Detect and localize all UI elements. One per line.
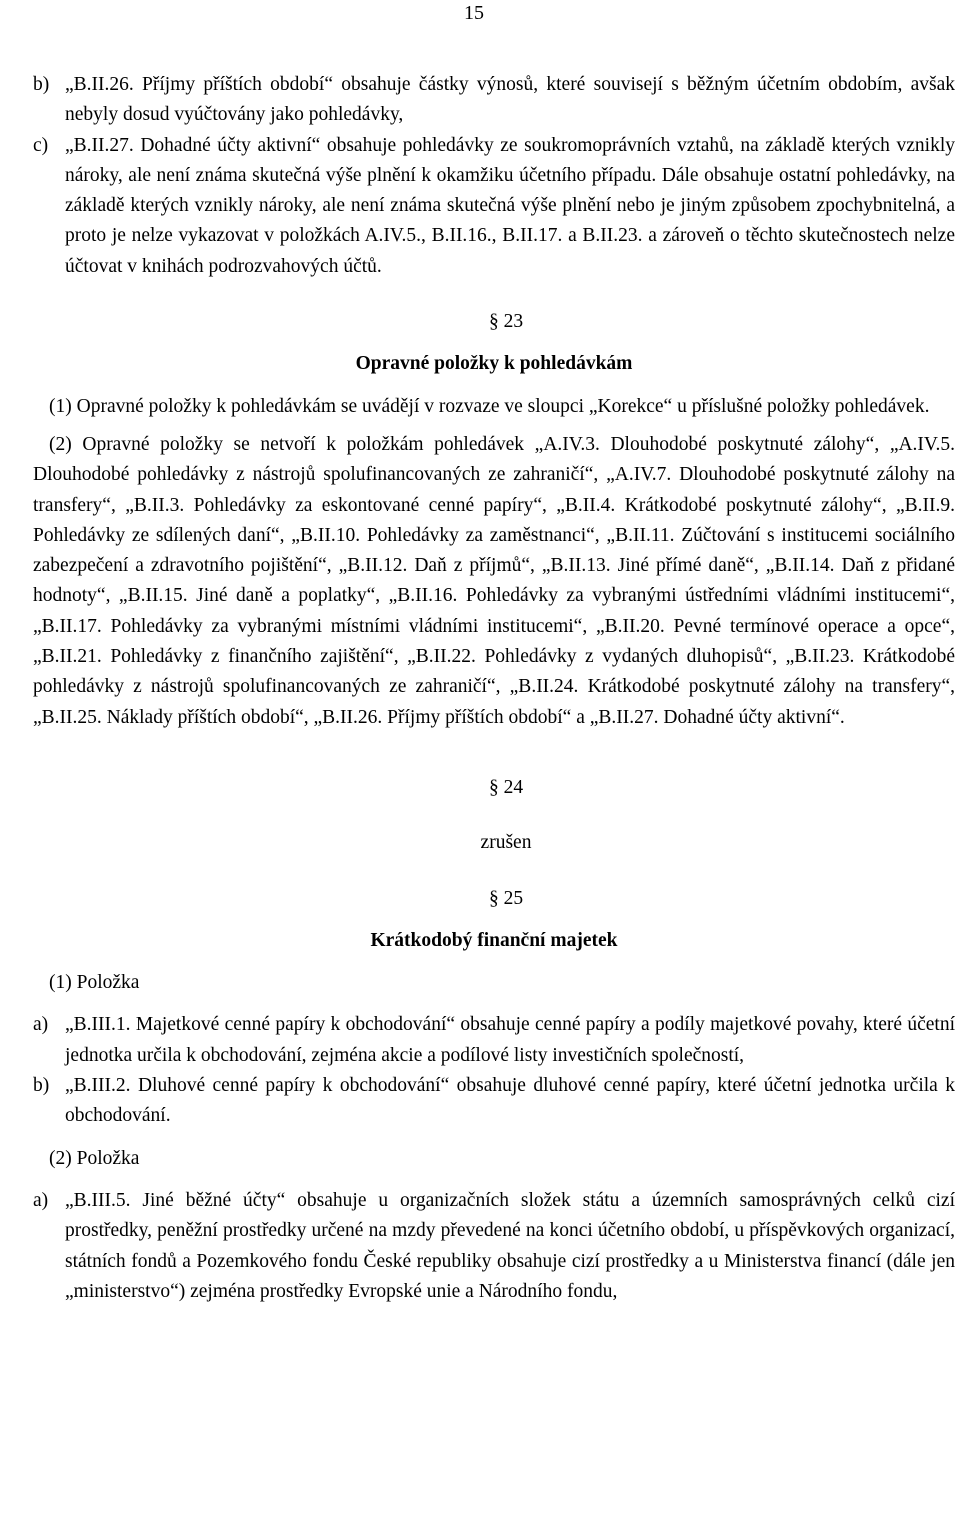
list-text: „B.II.26. Příjmy příštích období“ obsahuje částky výnosů, které souvisejí s běžným účetním obdobím, avšak nebyly dosud vyúčtovány jako pohledávky, [65,74,955,126]
sub-heading: (1) Položka [49,972,140,994]
list-text: „B.III.5. Jiné běžné účty“ obsahuje u organizačních složek státu a územních samosprávných celků cizí prostředky, peněžní prostředky určené na mzdy převedené na konci účetního období, u příspěvkových organizací, státních fondů a Pozemkového fondu České republiky obsahuje cizí prostředky a u Ministerstva financí (dále jen „ministerstvo“) zejména prostředky Evropské unie a Národního fondu, [65,1189,955,1302]
list-text: „B.III.2. Dluhové cenné papíry k obchodování“ obsahuje dluhové cenné papíry, které účetní jednotka určila k obchodování. [65,1075,955,1127]
list-item [33,70,955,131]
section-24-text: zrušen [480,832,532,854]
page-number: 15 [464,2,484,24]
paragraph: (2) Opravné položky se netvoří k položkám pohledávek „A.IV.3. Dlouhodobé poskytnuté zálohy“, „A.IV.5. Dlouhodobé pohledávky z nástrojů spolufinancovaných ze zahraničí“, „A.IV.7. Dlouhodobé poskytnuté zálohy na transfery“, „B.II.3. Pohledávky za eskontované cenné papíry“, „B.II.4. Krátkodobé poskytnuté zálohy“, „B.II.9. Pohledávky ze sdílených daní“, „B.II.10. Pohledávky za zaměstnanci“, „B.II.11. Zúčtování s institucemi sociálního zabezpečení a zdravotního pojištění“, „B.II.12. Daň z příjmů“, „B.II.13. Jiné přímé daně“, „B.II.14. Daň z přidané hodnoty“, „B.II.15. Jiné daně a poplatky“, „B.II.16. Pohledávky za vybranými ústředními vládními institucemi“, „B.II.17. Pohledávky za vybranými místními vládními institucemi“, „B.II.20. Pevné termínové operace a opce“, „B.II.21. Pohledávky z finančního zajištění“, „B.II.22. Pohledávky z vydaných dluhopisů“, „B.II.23. Krátkodobé pohledávky z nástrojů spolufinancovaných ze zahraničí“, „B.II.24. Krátkodobé poskytnuté zálohy na transfery“, „B.II.25. Náklady příštích období“, „B.II.26. Příjmy příštích období“ a „B.II.27. Dohadné účty aktivní“. [33,433,955,728]
section-23-number: § 23 [488,311,524,333]
list-marker: a) [33,1189,49,1211]
section-23-title: Opravné položky k pohledávkám [355,353,633,375]
list-text: „B.III.1. Majetkové cenné papíry k obchodování“ obsahuje cenné papíry a podíly majetkové povahy, které účetní jednotka určila k obchodování, zejména akcie a podílové listy investičních společností, [65,1014,955,1066]
list-marker: b) [33,1075,50,1097]
list-item [33,1010,955,1071]
document-body [33,70,955,1307]
list-item [33,1186,955,1307]
section-25-number: § 25 [488,887,524,909]
paragraph: (1) Opravné položky k pohledávkám se uvádějí v rozvaze ve sloupci „Korekce“ u příslušné položky pohledávek. [49,395,930,417]
list-marker: c) [33,134,49,156]
list-text: „B.II.27. Dohadné účty aktivní“ obsahuje pohledávky ze soukromoprávních vztahů, na základě kterých vznikly nároky, ale není známa skutečná výše plnění k okamžiku účetního případu. Dále obsahuje ostatní pohledávky, na základě kterých vznikly nároky, ale není známa skutečná výše plnění nebo je jiným způsobem zpochybnitelná, a proto je nelze vykazovat v položkách A.IV.5., B.II.16., B.II.17. a B.II.23. a zároveň o těchto skutečnostech nelze účtovat v knihách podrozvahových účtů. [65,134,955,277]
section-24-number: § 24 [488,776,524,798]
section-25-title: Krátkodobý finanční majetek [370,929,618,951]
list-marker: a) [33,1014,49,1036]
list-marker: b) [33,74,50,95]
list-item [33,1071,955,1132]
list-item [33,131,955,282]
sub-heading: (2) Položka [49,1147,140,1169]
